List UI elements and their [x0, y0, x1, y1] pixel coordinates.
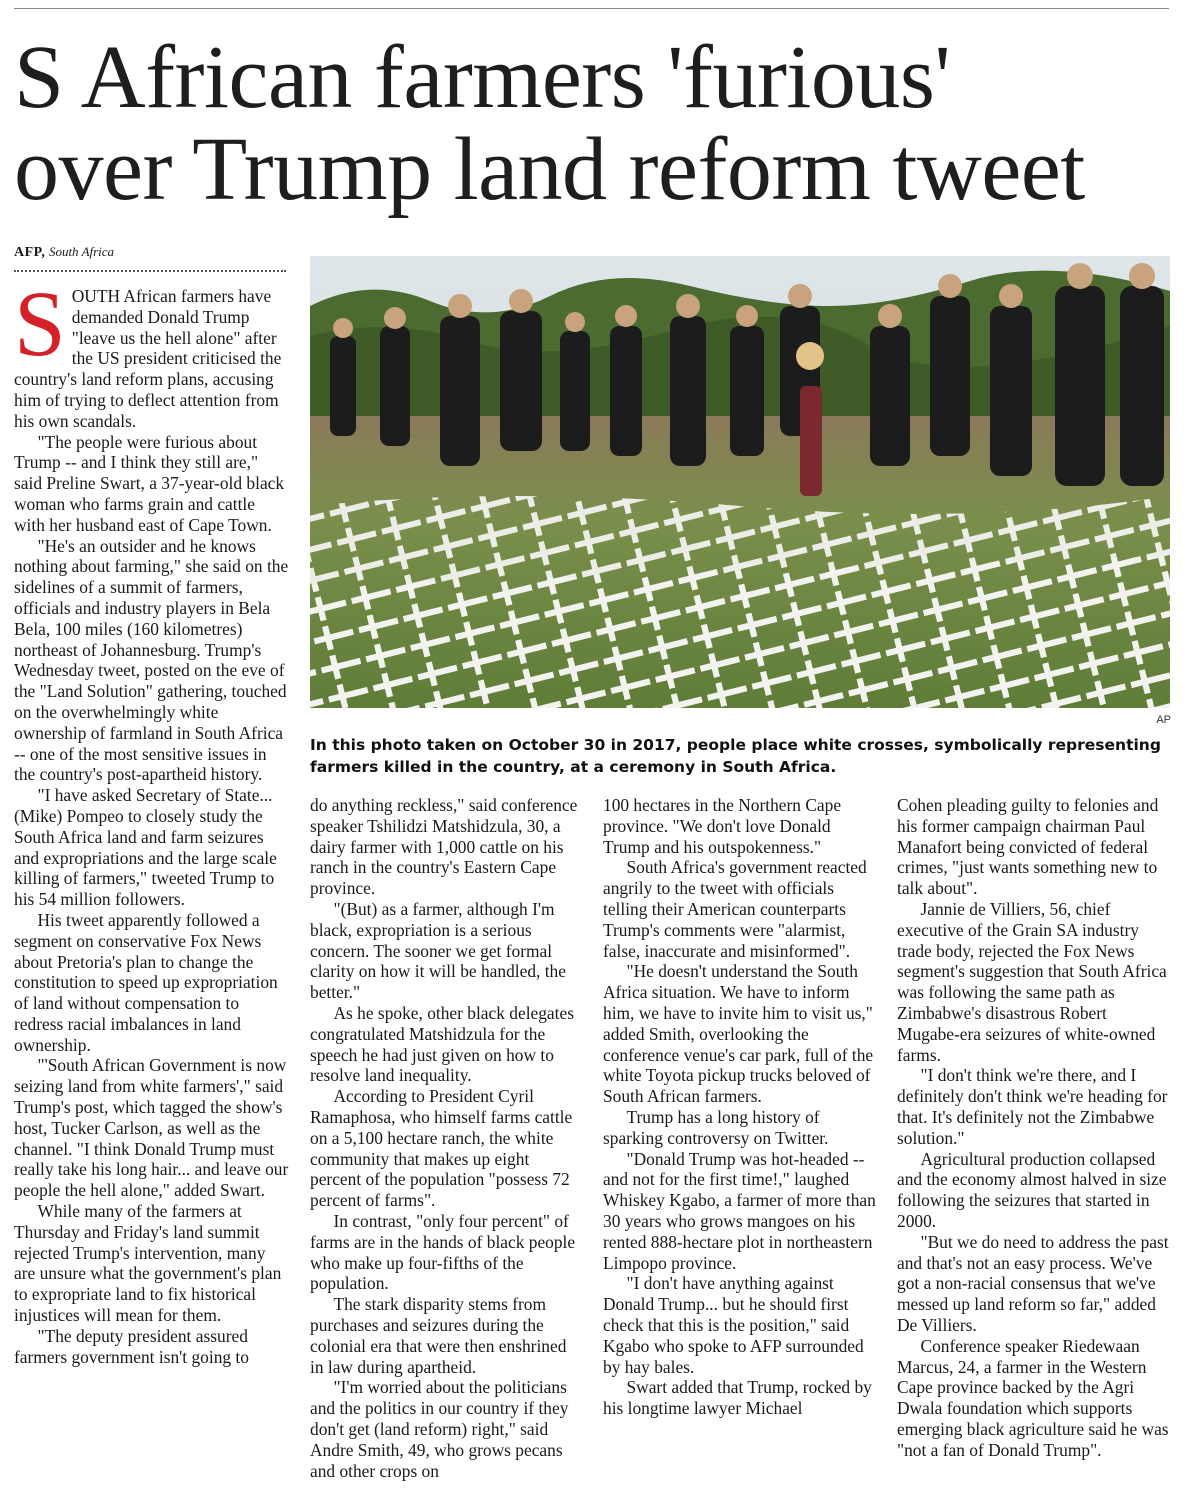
body-paragraph: "The deputy president assured farmers government isn't going to — [14, 1325, 249, 1367]
body-paragraph: do anything reckless," said conference speaker Tshilidzi Matshidzula, 30, a dairy farmer with 1,000 cattle on his ranch in the country's Eastern Cape province. — [310, 795, 578, 899]
body-paragraph: According to President Cyril Ramaphosa, who himself farms cattle on a 5,100 hectare ranch, the white community that makes up eight percent of the population "possess 72 percent of farms". — [310, 1086, 573, 1211]
body-paragraph: "'South African Government is now seizing land from white farmers'," said Trump's post, which tagged the show's host, Tucker Carlson, as well as the channel. "I think Donald Trump must really take his long hair... and leave our people the hell alone," added Swart. — [14, 1055, 289, 1201]
body-paragraph: "(But) as a farmer, although I'm black, expropriation is a serious concern. The sooner we get formal clarity on how it will be handled, the better." — [310, 898, 566, 1003]
body-paragraph: His tweet apparently followed a segment on conservative Fox News about Pretoria's plan to change the constitution to speed up expropriation of land without compensation to redress racial imbalances in land ownership. — [14, 909, 278, 1055]
body-paragraph: "I'm worried about the politicians and the politics in our country if they don't get (land reform) right," said Andre Smith, 49, who grows pecans and other crops on — [310, 1377, 569, 1481]
body-column-1 — [14, 273, 290, 1367]
body-paragraph: Conference speaker Riedewaan Marcus, 24, a farmer in the Western Cape province backed by the Agri Dwala foundation which supports emerging black agriculture said he was "not a fan of Donald Trump". — [897, 1335, 1169, 1460]
drop-cap: S — [14, 273, 66, 376]
article-photo — [310, 256, 1170, 708]
body-paragraph — [14, 273, 290, 432]
body-paragraph: Jannie de Villiers, 56, chief executive of the Grain SA industry trade body, rejected the Fox News segment's suggestion that South Africa was following the same path as Zimbabwe's disastrous Robert Mugabe-era seizures of white-owned farms. — [897, 898, 1167, 1065]
body-column-4 — [897, 795, 1171, 1461]
body-paragraph: As he spoke, other black delegates congratulated Matshidzula for the speech he had just given on how to resolve land inequality. — [310, 1002, 574, 1086]
body-paragraph: In contrast, "only four percent" of farms are in the hands of black people who make up four-fifths of the population. — [310, 1210, 576, 1294]
body-paragraph: The stark disparity stems from purchases and seizures during the colonial era that were then enshrined in law during apartheid. — [310, 1294, 567, 1377]
body-paragraph: South Africa's government reacted angrily to the tweet with officials telling their American counterparts Trump's comments were "alarmist, false, inaccurate and misinformed". — [603, 857, 867, 961]
body-paragraph: Trump has a long history of sparking controversy on Twitter. — [603, 1106, 829, 1148]
body-column-3 — [603, 795, 877, 1419]
body-paragraph: "He's an outsider and he knows nothing about farming," she said on the sidelines of a summit of farmers, officials and industry players in Bela Bela, 100 miles (160 kilometres) northeast of Johannesburg. Trump's Wednesday tweet, posted on the eve of the "Land Solution" gathering, touched on the overwhelmingly white ownership of farmland in South Africa -- one of the most sensitive issues in the country's post-apartheid history. — [14, 535, 289, 785]
byline — [14, 244, 114, 261]
body-paragraph-text: OUTH African farmers have demanded Donald Trump "leave us the hell alone" after the US president criticised the country's land reform plans, accusing him of trying to deflect attention from his own scandals. — [14, 286, 282, 431]
body-column-2 — [310, 795, 584, 1481]
body-paragraph: Cohen pleading guilty to felonies and his former campaign chairman Paul Manafort being convicted of federal crimes, "just wants something new to talk about". — [897, 795, 1159, 899]
body-paragraph: Swart added that Trump, rocked by his longtime lawyer Michael — [603, 1377, 872, 1419]
byline-dotted-rule — [14, 270, 286, 272]
headline — [14, 28, 1174, 219]
body-paragraph: "The people were furious about Trump -- and I think they still are," said Preline Swart, a 37-year-old black woman who farms grain and cattle with her husband east of Cape Town. — [14, 431, 285, 535]
headline-line-2: over Trump land reform tweet — [14, 120, 1085, 219]
photo-caption: In this photo taken on October 30 in 2017, people place white crosses, symbolically representing farmers killed in the country, at a ceremony in South Africa. — [310, 736, 1161, 776]
body-paragraph: "But we do need to address the past and that's not an easy process. We've got a non-racial consensus that we've messed up land reform so far," added De Villiers. — [897, 1231, 1169, 1335]
body-paragraph: Agricultural production collapsed and the economy almost halved in size following the seizures that started in 2000. — [897, 1148, 1167, 1231]
body-paragraph: "I don't have anything against Donald Trump... but he should first check that this is the position," said Kgabo who spoke to AFP surrounded by hay bales. — [603, 1273, 864, 1377]
photo-credit: AP — [1156, 714, 1171, 726]
photo-illustration — [310, 256, 1170, 708]
body-paragraph: "I don't think we're there, and I definitely don't think we're heading for that. It's definitely not the Zimbabwe solution." — [897, 1065, 1168, 1148]
body-paragraph: "Donald Trump was hot-headed -- and not for the first time!," laughed Whiskey Kgabo, a farmer of more than 30 years who grows mangoes on his rented 888-hectare plot in northeastern Limpopo province. — [603, 1148, 876, 1273]
headline-line-1: S African farmers 'furious' — [14, 28, 951, 127]
body-paragraph: "He doesn't understand the South Africa situation. We have to inform him, we have to invite him to visit us," added Smith, overlooking the conference venue's car park, full of the white Toyota pickup trucks beloved of South African farmers. — [603, 961, 874, 1107]
body-paragraph: While many of the farmers at Thursday and Friday's land summit rejected Trump's intervention, many are unsure what the government's plan to expropriate land to fix historical injustices will mean for them. — [14, 1201, 282, 1326]
body-paragraph: 100 hectares in the Northern Cape province. "We don't love Donald Trump and his outspokenness." — [603, 795, 842, 857]
byline-location: South Africa — [48, 244, 115, 259]
byline-agency: AFP, — [14, 245, 46, 260]
top-rule — [14, 8, 1169, 9]
body-paragraph: "I have asked Secretary of State... (Mike) Pompeo to closely study the South Africa land and farm seizures and expropriations and the large scale killing of farmers," tweeted Trump to his 54 million followers. — [14, 785, 277, 910]
